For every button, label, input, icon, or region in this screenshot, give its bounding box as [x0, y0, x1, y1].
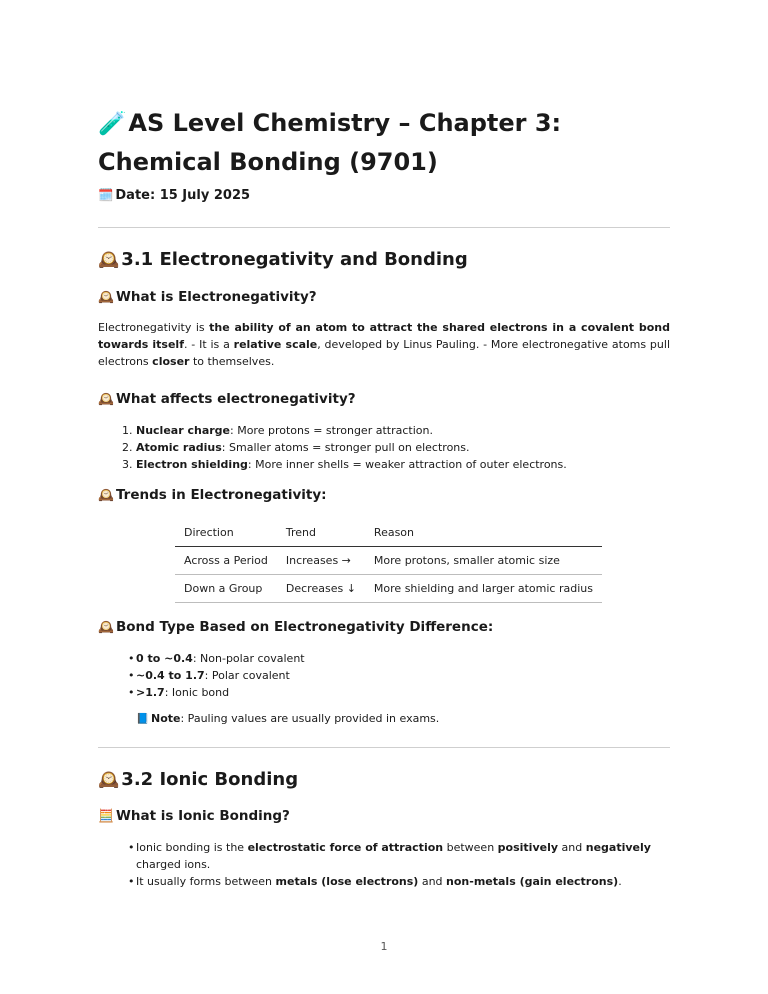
list-text: charged ions. — [136, 858, 211, 871]
divider — [98, 227, 670, 228]
list-text: Ionic bonding is the — [136, 841, 248, 854]
list-term: Nuclear charge — [136, 424, 230, 437]
clock-icon: 🕰️ — [98, 488, 114, 503]
list-item — [128, 873, 668, 890]
list-desc: : More inner shells = weaker attraction of outer electrons. — [247, 458, 567, 471]
bullet-icon: • — [128, 669, 135, 682]
section-3-2-heading-text: 3.2 Ionic Bonding — [121, 769, 299, 790]
list-term: 0 to ~0.4 — [136, 652, 193, 665]
heading-text: What affects electronegativity? — [115, 391, 356, 407]
list-text: and — [558, 841, 586, 854]
table-cell: Increases → — [277, 547, 365, 575]
clock-icon: 🕰️ — [98, 290, 114, 305]
list-bold: non-metals (gain electrons) — [446, 875, 619, 888]
list-item — [128, 839, 668, 873]
clock-icon: 🕰️ — [98, 250, 120, 270]
heading-text: Bond Type Based on Electronegativity Difference: — [115, 619, 494, 635]
clock-icon: 🕰️ — [98, 770, 120, 790]
list-bold: negatively — [585, 841, 651, 854]
section-3-1-heading-text: 3.1 Electronegativity and Bonding — [121, 249, 468, 270]
list-term: >1.7 — [136, 686, 165, 699]
electronegativity-paragraph — [98, 319, 670, 370]
table-row — [175, 547, 602, 575]
calendar-icon: 🗓️ — [98, 188, 114, 202]
section-3-2-heading — [98, 767, 298, 793]
bullet-icon: • — [128, 841, 135, 854]
clock-icon: 🕰️ — [98, 392, 114, 407]
list-text: between — [443, 841, 498, 854]
paragraph-text: , developed by Linus Pauling. - More electronegative atoms pull electrons — [98, 338, 670, 368]
table-cell: Down a Group — [175, 575, 277, 603]
what-affects-heading — [98, 389, 356, 410]
column-header: Direction — [175, 520, 277, 547]
paragraph-text: Electronegativity is — [98, 321, 210, 334]
list-term: Electron shielding — [136, 458, 248, 471]
list-item — [136, 422, 567, 439]
paragraph-text: . - It is a — [184, 338, 234, 351]
table-cell: Across a Period — [175, 547, 277, 575]
table-cell: Decreases ↓ — [277, 575, 365, 603]
list-item — [136, 439, 567, 456]
list-bold: metals (lose electrons) — [275, 875, 419, 888]
paragraph-bold: relative scale — [233, 338, 318, 351]
bullet-icon: • — [128, 875, 135, 888]
list-text: It usually forms between — [136, 875, 276, 888]
column-header: Reason — [365, 520, 602, 547]
document-date — [98, 188, 250, 203]
paragraph-bold: closer — [152, 355, 190, 368]
trends-heading — [98, 485, 327, 506]
table-row — [175, 575, 602, 603]
table-header-row — [175, 520, 602, 547]
note-desc: : Pauling values are usually provided in exams. — [180, 712, 440, 725]
list-bold: electrostatic force of attraction — [247, 841, 444, 854]
heading-text: What is Electronegativity? — [115, 289, 317, 305]
table-cell: More shielding and larger atomic radius — [365, 575, 602, 603]
list-item — [128, 684, 668, 701]
bullet-icon: • — [128, 652, 135, 665]
list-bold: positively — [497, 841, 559, 854]
trends-table — [175, 520, 602, 603]
bullet-icon: • — [128, 686, 135, 699]
list-desc: : Smaller atoms = stronger pull on electrons. — [221, 441, 470, 454]
page-number: 1 — [380, 940, 388, 953]
list-item — [136, 456, 567, 473]
list-term: Atomic radius — [136, 441, 222, 454]
table-cell: More protons, smaller atomic size — [365, 547, 602, 575]
list-desc: : Ionic bond — [164, 686, 230, 699]
ionic-bonding-list — [128, 839, 668, 890]
affects-list — [112, 422, 567, 473]
column-header: Trend — [277, 520, 365, 547]
document-title-text: AS Level Chemistry – Chapter 3: Chemical Bonding (9701) — [98, 109, 562, 176]
list-desc: : Polar covalent — [204, 669, 290, 682]
heading-text: What is Ionic Bonding? — [115, 808, 290, 824]
note-callout — [136, 710, 439, 728]
section-3-1-heading — [98, 247, 468, 273]
list-text: and — [418, 875, 447, 888]
paragraph-text: to themselves. — [189, 355, 275, 368]
clock-icon: 🕰️ — [98, 620, 114, 635]
list-desc: : More protons = stronger attraction. — [230, 424, 433, 437]
list-term: ~0.4 to 1.7 — [136, 669, 205, 682]
what-is-electronegativity-heading — [98, 287, 317, 308]
paragraph-bold: the ability of an atom to attract the shared electrons in a covalent bond towards itself — [98, 321, 670, 351]
list-desc: : Non-polar covalent — [192, 652, 305, 665]
blue-book-icon: 📘 — [136, 713, 149, 725]
date-text: Date: 15 July 2025 — [115, 188, 251, 203]
list-item — [128, 667, 668, 684]
heading-text: Trends in Electronegativity: — [115, 487, 327, 503]
bond-type-list — [128, 650, 668, 701]
test-tube-icon: 🧪 — [98, 111, 127, 137]
abacus-icon: 🧮 — [98, 809, 114, 824]
list-text: . — [618, 875, 622, 888]
document-title — [98, 104, 670, 181]
what-is-ionic-heading — [98, 806, 290, 827]
note-term: Note — [151, 712, 181, 725]
list-item — [128, 650, 668, 667]
divider — [98, 747, 670, 748]
bond-type-heading — [98, 617, 493, 638]
